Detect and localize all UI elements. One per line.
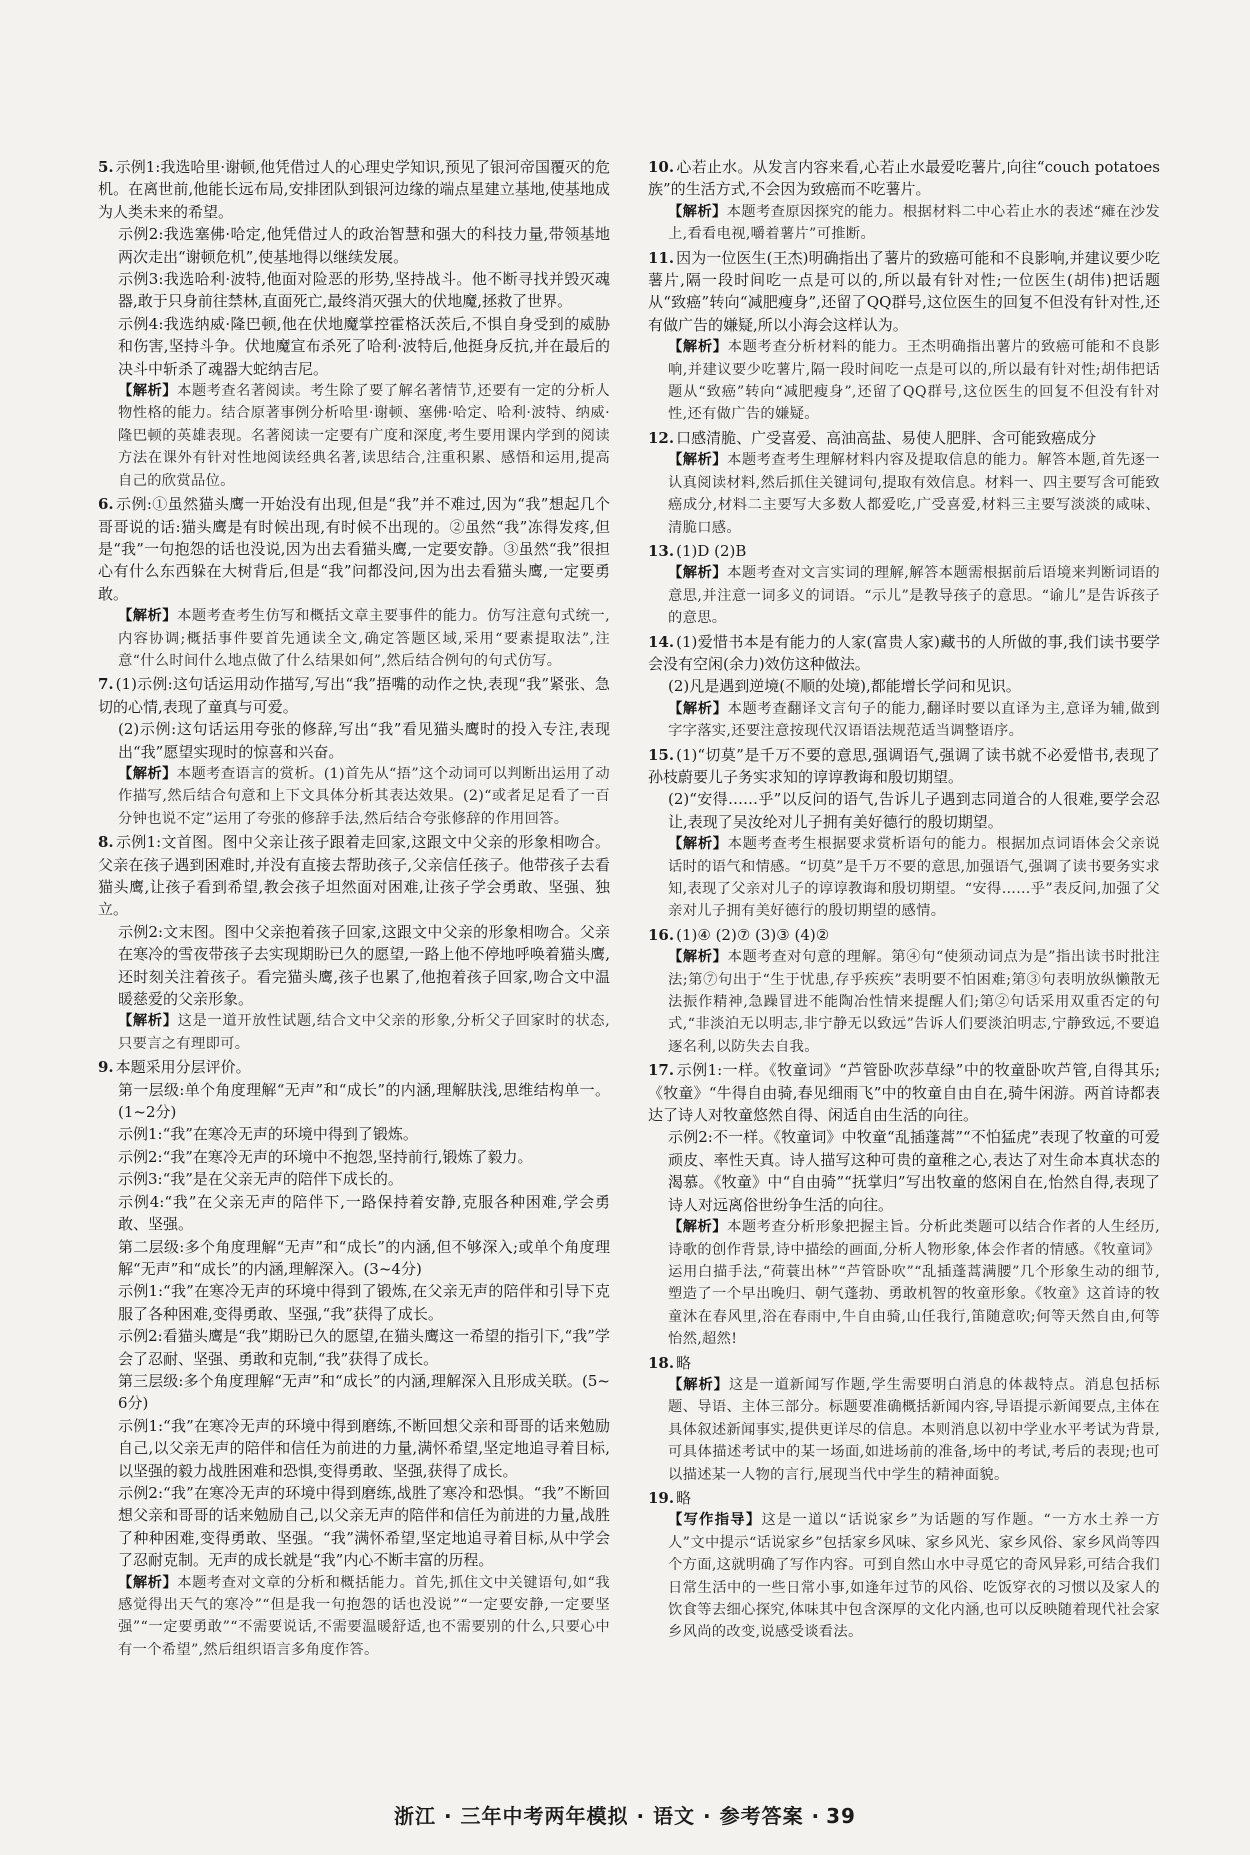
answer-item [98,1056,610,1661]
analysis-tag: 【解析】 [668,565,728,582]
analysis-note [668,449,1160,539]
analysis-tag: 【解析】 [668,949,728,966]
answer-text: 心若止水。从发言内容来看,心若止水最爱吃薯片,向往“couch potatoes族”的生活方式,不会因为致癌而不吃薯片。 [648,158,1160,199]
answer-text: 示例3:“我”是在父亲无声的陪伴下成长的。 [118,1170,403,1189]
analysis-note [118,605,610,672]
analysis-note [668,1216,1160,1350]
answer-line [98,718,610,763]
answer-line [648,1059,1160,1126]
analysis-text: 本题考查考生仿写和概括文章主要事件的能力。仿写注意句式统一,内容协调;概括事件要首先通读全文,确定答题区域,采用“要素提取法”,注意“什么时间什么地点做了什么结果如何”,然后结合例句的句式仿写。 [118,608,611,669]
page-footer [0,1800,1250,1829]
answer-line [98,268,610,313]
analysis-tag: 【解析】 [668,836,728,853]
analysis-tag: 【解析】 [118,1013,178,1030]
question-number: 12. [648,428,675,447]
answer-item [648,631,1160,743]
footer-title: 浙江 · 三年中考两年模拟 · 语文 · 参考答案 · [394,1804,821,1828]
analysis-tag: 【解析】 [668,203,727,220]
answer-line [98,1056,610,1078]
answer-text: 示例2:“我”在寒冷无声的环境中得到磨练,战胜了寒冷和恐惧。“我”不断回想父亲和哥哥的话来勉励自己,以父亲无声的陪伴和信任为前进的力量,战胜了种种困难,变得勇敢、坚强。“我”满怀希望,坚定地追寻着目标,从中学会了忍耐克制。无声的成长就是“我”内心不断丰富的历程。 [118,1483,610,1570]
answer-text: 示例3:我选哈利·波特,他面对险恶的形势,坚持战斗。他不断寻找并毁灭魂器,敢于只身前往禁林,直面死亡,最终消灭强大的伏地魔,拯救了世界。 [118,270,610,311]
answer-line [98,1191,610,1236]
answer-item [648,744,1160,923]
answer-text: 本题采用分层评价。 [115,1058,251,1077]
answer-line [648,631,1160,676]
analysis-note [118,1572,610,1662]
answer-line [98,1079,610,1124]
answer-line [648,1352,1160,1374]
answer-text: 略 [676,1353,692,1372]
analysis-text: 本题考查对文言实词的理解,解答本题需根据前后语境来判断词语的意思,并注意一词多义的词语。“示儿”是教导孩子的意思。“谕儿”是告诉孩子的意思。 [668,565,1161,627]
answer-line [98,1236,610,1281]
answer-text: (2)凡是遇到逆境(不顺的处境),都能增长学问和见识。 [668,677,1021,696]
answer-text: (1)D (2)B [676,541,747,560]
question-number: 13. [648,541,675,560]
answer-line [98,1415,610,1482]
answer-text: 示例4:“我”在父亲无声的陪伴下,一路保持着安静,克服各种困难,学会勇敢、坚强。 [118,1192,610,1234]
analysis-note [118,380,610,492]
answer-text: 示例4:我选纳威·隆巴顿,他在伏地魔掌控霍格沃茨后,不惧自身受到的威胁和伤害,坚持斗争。伏地魔宣布杀死了哈利·波特后,他挺身反抗,并在最后的决斗中斩杀了魂器大蛇纳吉尼。 [118,314,610,378]
analysis-tag: 【解析】 [668,1376,729,1393]
answer-item [98,673,610,830]
analysis-text: 这是一道新闻写作题,学生需要明白消息的体裁特点。消息包括标题、导语、主体三部分。标题要准确概括新闻内容,导语提示新闻要点,主体在具体叙述新闻事实,提供更详尽的信息。本则消息以初中学业水平考试为背景,可具体描述考试中的某一场面,如进场前的准备,场中的考试,考后的表现;也可以描述某一人物的言行,展现当代中学生的精神面貌。 [668,1376,1161,1483]
question-number: 17. [648,1061,675,1080]
answer-text: 第二层级:多个角度理解“无声”和“成长”的内涵,但不够深入;或单个角度理解“无声”和“成长”的内涵,理解深入。(3~4分) [118,1237,610,1278]
left-column [98,156,610,1662]
answer-item [98,493,610,672]
answer-item [648,1352,1160,1486]
answer-line [648,247,1160,337]
analysis-text: 本题考查对文章的分析和概括能力。首先,抓住文中关键语句,如“我感觉得出天气的寒冷”“但是我一句抱怨的话也没说”“一定要安静,一定要坚强”“一定要勇敢”“不需要说话,不需要温暖舒适,也不需要别的什么,只要心中有一个希望”,然后组织语言多角度作答。 [118,1574,610,1658]
answer-text: 示例1:“我”在寒冷无声的环境中得到了锻炼。 [118,1125,418,1144]
answer-line [648,156,1160,201]
analysis-note [118,1010,610,1055]
answer-text: 示例1:“我”在寒冷无声的环境中得到了锻炼,在父亲无声的陪伴和引导下克服了各种困难,变得勇敢、坚强,“我”获得了成长。 [118,1282,610,1323]
analysis-text: 本题考查分析材料的能力。王杰明确指出薯片的致癌可能和不良影响,并建议要少吃薯片,隔一段时间吃一点是可以的,所以最有针对性;胡伟把话题从“致癌”转向“减肥瘦身”,还留了QQ群号,这位医生的回复不但没有针对性,还有做广告的嫌疑。 [668,339,1161,423]
question-number: 14. [648,632,675,651]
answer-line [648,1487,1160,1509]
answer-line [98,921,610,1011]
answer-line [98,1370,610,1415]
analysis-tag: 【解析】 [668,1219,728,1236]
analysis-note [668,201,1160,246]
question-number: 7. [98,675,114,694]
analysis-tag: 【写作指导】 [668,1512,762,1529]
answer-text: 示例1:我选哈里·谢顿,他凭借过人的心理史学知识,预见了银河帝国覆灭的危机。在离世前,他能长远布局,安排团队到银河边缘的端点星建立基地,使基地成为人类未来的希望。 [98,158,610,221]
analysis-note [668,833,1160,923]
answer-line [98,673,610,718]
answer-text: (1)④ (2)⑦ (3)③ (4)② [676,925,830,944]
analysis-text: 这是一道以“话说家乡”为话题的写作题。“一方水土养一方人”文中提示“话说家乡”包括家乡风味、家乡风光、家乡风俗、家乡风尚等四个方面,这就明确了写作内容。可到自然山水中寻觅它的奇风异彩,可结合我们日常生活中的一些日常小事,如逢年过节的风俗、吃饭穿衣的习惯以及家人的饮食等去细心探究,体味其中包含深厚的文化内涵,也可以反映随着现代社会家乡风尚的改变,说感受谈看法。 [668,1512,1160,1641]
question-number: 11. [648,248,675,267]
answer-line [648,924,1160,946]
answer-line [98,1280,610,1325]
answer-item [98,156,610,492]
answer-text: 第一层级:单个角度理解“无声”和“成长”的内涵,理解肤浅,思维结构单一。(1~2分) [118,1080,610,1122]
analysis-tag: 【解析】 [118,1574,178,1591]
answer-line [648,744,1160,789]
answer-text: 示例1:一样。《牧童词》“芦管卧吹莎草绿”中的牧童卧吹芦管,自得其乐;《牧童》“牛得自由骑,春见细雨飞”中的牧童自由自在,骑牛闲游。两首诗都表达了诗人对牧童悠然自得、闲适自由生活的向往。 [648,1061,1160,1125]
answer-text: 示例2:不一样。《牧童词》中牧童“乱插蓬蒿”“不怕猛虎”表现了牧童的可爱顽皮、率性天真。诗人描写这种可贵的童稚之心,表达了对生命本真状态的渴慕。《牧童》中“自由骑”“抚掌归”写出牧童的悠闲自在,怡然自得,表现了诗人对远离俗世纷争生活的向往。 [668,1128,1160,1214]
analysis-tag: 【解析】 [118,383,178,400]
analysis-note [668,698,1160,743]
answer-item [648,540,1160,630]
answer-text: 第三层级:多个角度理解“无声”和“成长”的内涵,理解深入且形成关联。(5~6分) [118,1371,610,1413]
answer-line [98,156,610,223]
answer-text: 示例1:“我”在寒冷无声的环境中得到磨练,不断回想父亲和哥哥的话来勉励自己,以父亲无声的陪伴和信任为前进的力量,满怀希望,坚定地追寻着目标,以坚强的毅力战胜困难和恐惧,变得勇敢、坚强,获得了成长。 [118,1416,610,1480]
answer-line [648,675,1160,697]
answer-line [98,1482,610,1572]
analysis-note [668,1509,1160,1643]
analysis-text: 本题考查翻译文言句子的能力,翻译时要以直译为主,意译为辅,做到字字落实,还要注意按现代汉语语法规范适当调整语序。 [668,700,1160,740]
answer-line [648,427,1160,449]
question-number: 10. [648,158,675,176]
answer-line [648,1126,1160,1216]
analysis-text: 本题考查考生理解材料内容及提取信息的能力。解答本题,首先逐一认真阅读材料,然后抓住关键词句,提取有效信息。材料一、四主要写含可能致癌成分,材料二主要写大多数人都爱吃,广受喜爱,材料三主要写淡淡的咸味、清脆口感。 [668,452,1161,536]
analysis-text: 本题考查语言的赏析。(1)首先从“捂”这个动词可以判断出运用了动作描写,然后结合句意和上下文具体分析其表达效果。(2)“或者足足看了一百分钟也说不定”运用了夸张的修辞手法,然后结合夸张修辞的作用回答。 [118,765,611,827]
answer-line [648,540,1160,562]
analysis-note [668,336,1160,426]
question-number: 5. [98,158,114,176]
answer-line [98,223,610,268]
answer-item [648,156,1160,246]
answer-line [98,493,610,605]
analysis-text: 本题考查对句意的理解。第④句“使须动词点为是”指出读书时批注法;第⑦句出于“生于忧患,存乎疾疾”表明要不怕困难;第③句表明放纵懒散无法振作精神,急躁冒进不能陶冶性情来提醒人们;第②句话采用双重否定的句式,“非淡泊无以明志,非宁静无以致远”告诉人们要淡泊明志,宁静致远,不要追逐名利,以防失去自我。 [668,949,1160,1055]
answer-text: (1)爱惜书本是有能力的人家(富贵人家)藏书的人所做的事,我们读书要学会没有空闲(余力)效仿这种做法。 [648,632,1160,673]
question-number: 15. [648,745,675,764]
answer-line [98,1123,610,1145]
answer-text: 示例2:看猫头鹰是“我”期盼已久的愿望,在猫头鹰这一希望的指引下,“我”学会了忍耐、坚强、勇敢和克制,“我”获得了成长。 [118,1327,610,1368]
answer-text: 示例2:文末图。图中父亲抱着孩子回家,这跟文中父亲的形象相吻合。父亲在寒冷的雪夜带孩子去实现期盼已久的愿望,一路上他不停地呼唤着猫头鹰,还时刻关注着孩子。看完猫头鹰,孩子也累了,他抱着孩子回家,吻合文中温暖慈爱的父亲形象。 [118,922,610,1009]
question-number: 9. [98,1058,114,1077]
answer-item [98,831,610,1055]
right-column [648,156,1160,1645]
analysis-note [668,1374,1160,1486]
analysis-text: 本题考查考生根据要求赏析语句的能力。根据加点词语体会父亲说话时的语气和情感。“切莫”是千万不要的意思,加强语气,强调了读书要务实求知,表现了父亲对儿子的谆谆教诲和殷切期望。“安得……乎”表反问,加强了父亲对儿子拥有美好德行的殷切期望的感情。 [668,836,1161,920]
analysis-tag: 【解析】 [118,765,177,782]
analysis-text: 这是一道开放性试题,结合文中父亲的形象,分析父子回家时的状态,只要言之有理即可。 [118,1013,610,1052]
analysis-text: 本题考查原因探究的能力。根据材料二中心若止水的表述“瘫在沙发上,看看电视,嚼着薯片”可推断。 [668,203,1160,243]
answer-line [98,831,610,921]
answer-text: (1)“切莫”是千万不要的意思,强调语气,强调了读书就不必爱惜书,表现了孙枝蔚要儿子务实求知的谆谆教诲和殷切期望。 [648,745,1160,786]
page-number: 39 [826,1804,856,1828]
question-number: 6. [98,495,114,514]
answer-item [648,924,1160,1058]
answer-item [648,427,1160,539]
answer-text: 示例2:我选塞佛·哈定,他凭借过人的政治智慧和强大的科技力量,带领基地两次走出“谢顿危机”,使基地得以继续发展。 [118,225,610,266]
question-number: 16. [648,925,675,944]
analysis-note [668,946,1160,1058]
answer-line [648,788,1160,833]
answer-text: 示例2:“我”在寒冷无声的环境中不抱怨,坚持前行,锻炼了毅力。 [118,1147,533,1166]
answer-text: 因为一位医生(王杰)明确指出了薯片的致癌可能和不良影响,并建议要少吃薯片,隔一段时间吃一点是可以的,所以最有针对性;一位医生(胡伟)把话题从“致癌”转向“减肥瘦身”,还留了QQ群号,这位医生的回复不但没有针对性,还有做广告的嫌疑,所以小海会这样认为。 [648,248,1160,334]
question-number: 18. [648,1353,675,1372]
analysis-text: 本题考查分析形象把握主旨。分析此类题可以结合作者的人生经历,诗歌的创作背景,诗中描绘的画面,分析人物形象,体会作者的情感。《牧童词》运用白描手法,“荷蓑出林”“芦管卧吹”“乱插蓬蒿满腰”几个形象生动的细节,塑造了一个早出晚归、朝气蓬勃、勇敢机智的牧童形象。《牧童》这首诗的牧童沐在春风里,浴在春雨中,牛自由骑,山任我行,笛随意吹;何等天然自由,何等怡然,超然! [668,1219,1161,1348]
analysis-tag: 【解析】 [118,608,178,625]
answer-text: (2)示例:这句话运用夸张的修辞,写出“我”看见猫头鹰时的投入专注,表现出“我”愿望实现时的惊喜和兴奋。 [118,720,610,761]
answer-text: 略 [676,1488,692,1507]
analysis-text: 本题考查名著阅读。考生除了要了解名著情节,还要有一定的分析人物性格的能力。结合原著事例分析哈里·谢顿、塞佛·哈定、哈利·波特、纳威·隆巴顿的英雄表现。名著阅读一定要有广度和深度,考生要用课内学到的阅读方法在课外有针对性地阅读经典名著,读思结合,注重积累、感悟和运用,提高自己的欣赏品位。 [118,383,611,489]
analysis-tag: 【解析】 [668,452,728,469]
answer-text: 示例:①虽然猫头鹰一开始没有出现,但是“我”并不难过,因为“我”想起几个哥哥说的话:猫头鹰是有时候出现,有时候不出现的。②虽然“我”冻得发疼,但是“我”一句抱怨的话也没说,因为出去看猫头鹰,一定要安静。③虽然“我”很担心有什么东西躲在大树背后,但是“我”问都没问,因为出去看猫头鹰,一定要勇敢。 [98,495,610,603]
answer-text: 示例1:文首图。图中父亲让孩子跟着走回家,这跟文中父亲的形象相吻合。父亲在孩子遇到困难时,并没有直接去帮助孩子,父亲信任孩子。他带孩子去看猫头鹰,让孩子看到希望,教会孩子坦然面对困难,让孩子学会勇敢、坚强、独立。 [98,833,610,919]
answer-item [648,1487,1160,1644]
question-number: 19. [648,1488,675,1507]
answer-line [98,313,610,380]
answer-line [98,1325,610,1370]
question-number: 8. [98,833,114,852]
analysis-note [668,562,1160,629]
answer-text: (2)“安得……乎”以反问的语气,告诉儿子遇到志同道合的人很难,要学会忍让,表现了吴汝纶对儿子拥有美好德行的殷切期望。 [668,790,1160,831]
answer-item [648,1059,1160,1350]
answer-line [98,1168,610,1190]
answer-text: 口感清脆、广受喜爱、高油高盐、易使人肥胖、含可能致癌成分 [676,428,1097,447]
answer-text: (1)示例:这句话运用动作描写,写出“我”捂嘴的动作之快,表现“我”紧张、急切的心情,表现了童真与可爱。 [98,675,610,716]
answer-item [648,247,1160,426]
analysis-tag: 【解析】 [668,339,728,356]
analysis-note [118,763,610,830]
answer-line [98,1146,610,1168]
analysis-tag: 【解析】 [668,700,728,717]
